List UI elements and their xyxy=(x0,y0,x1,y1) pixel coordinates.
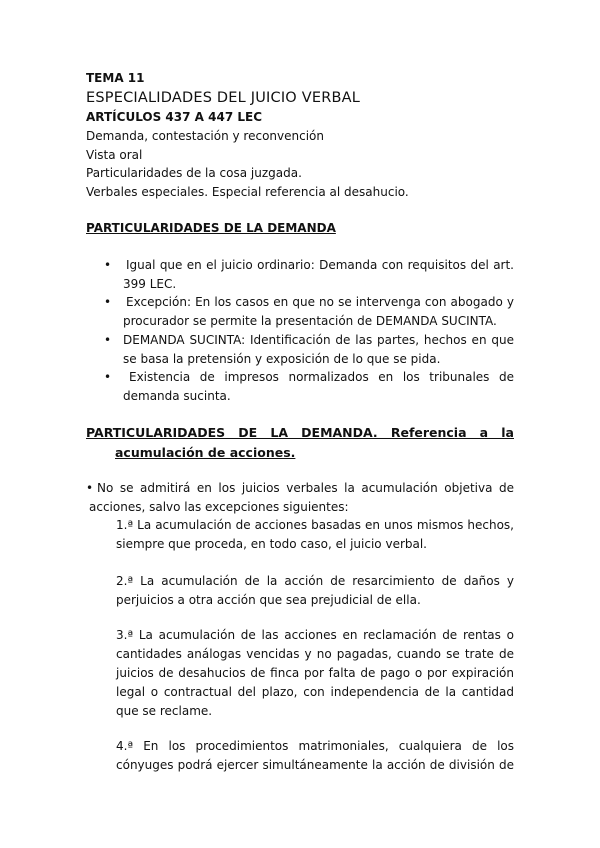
exception-4: 4.ª En los procedimientos matrimoniales, cualquiera de los cónyuges podrá ejercer simultáneamente la acción de división de xyxy=(116,739,514,772)
topic-item: Verbales especiales. Especial referencia al desahucio. xyxy=(86,185,409,199)
section-heading-demanda: PARTICULARIDADES DE LA DEMANDA xyxy=(86,221,336,235)
list-item: Excepción: En los casos en que no se intervenga con abogado y procurador se permite la presentación de DEMANDA SUCINTA. xyxy=(123,295,514,328)
articulos-label: ARTÍCULOS 437 A 447 LEC xyxy=(86,110,262,124)
exception-1: 1.ª La acumulación de acciones basadas en unos mismos hechos, siempre que proceda, en todo caso, el juicio verbal. xyxy=(116,518,514,551)
bullet-icon: • xyxy=(86,481,94,495)
bullet-icon: • xyxy=(104,258,112,272)
bullet-icon: • xyxy=(104,370,112,384)
bullet-icon: • xyxy=(104,295,112,309)
section-heading-acumulacion: PARTICULARIDADES DE LA DEMANDA. Referencia a la acumulación de acciones. xyxy=(86,425,514,460)
topic-item: Vista oral xyxy=(86,148,143,162)
list-item: Igual que en el juicio ordinario: Demanda con requisitos del art. 399 LEC. xyxy=(123,258,514,291)
exception-3: 3.ª La acumulación de las acciones en reclamación de rentas o cantidades análogas vencidas y no pagadas, cuando se trate de juicios de desahucios de finca por falta de pago o por expiración legal o contractual del plazo, con independencia de la cantidad que se reclame. xyxy=(116,628,514,718)
intro-paragraph: No se admitirá en los juicios verbales la acumulación objetiva de acciones, salvo las excepciones siguientes: xyxy=(89,481,514,514)
topic-item: Particularidades de la cosa juzgada. xyxy=(86,166,302,180)
topic-item: Demanda, contestación y reconvención xyxy=(86,129,324,143)
document-title: ESPECIALIDADES DEL JUICIO VERBAL xyxy=(86,90,361,106)
list-item: DEMANDA SUCINTA: Identificación de las partes, hechos en que se basa la pretensión y exposición de lo que se pida. xyxy=(123,333,514,366)
exception-2: 2.ª La acumulación de la acción de resarcimiento de daños y perjuicios a otra acción que sea prejudicial de ella. xyxy=(116,574,514,607)
bullet-icon: • xyxy=(104,333,112,347)
list-item: Existencia de impresos normalizados en los tribunales de demanda sucinta. xyxy=(123,370,514,403)
tema-label: TEMA 11 xyxy=(86,71,145,85)
